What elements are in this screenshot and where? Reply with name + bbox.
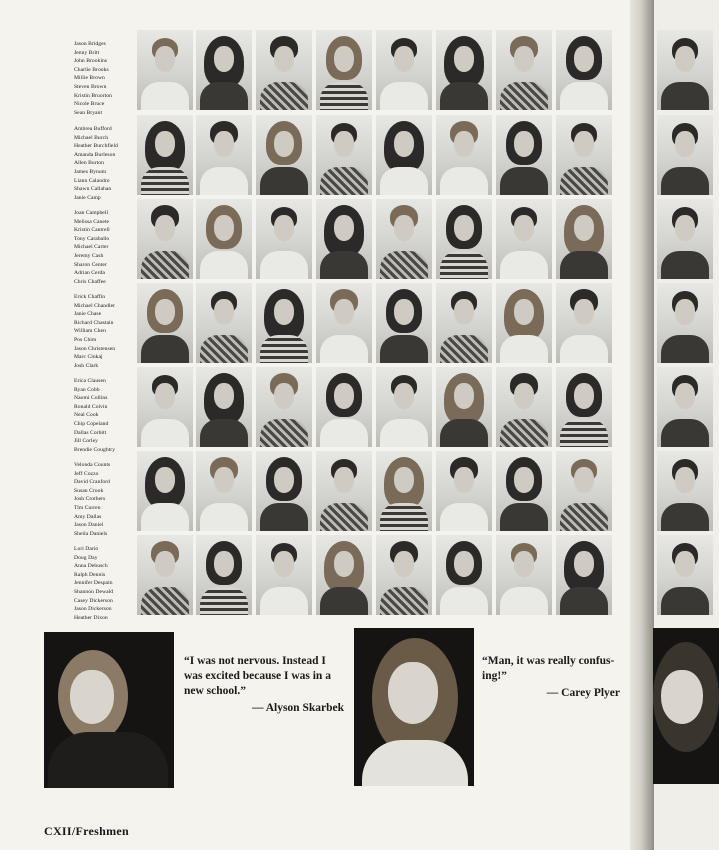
student-portrait	[137, 535, 193, 615]
student-name: Tony Caraballo	[74, 235, 110, 242]
student-name: Shawn Callahan	[74, 186, 112, 193]
student-portrait	[256, 535, 312, 615]
student-portrait	[436, 115, 492, 195]
student-name: Heather Dixon	[74, 614, 108, 621]
student-name: Kristin Bruorton	[74, 92, 112, 99]
student-name: Jason Dickerson	[74, 606, 112, 613]
student-name: Neal Cook	[74, 412, 99, 419]
student-name: Jill Corley	[74, 438, 99, 445]
quote-text: “I was not nervous. Instead I was excited because I was in a new school.”	[184, 655, 331, 697]
student-name: John Brookins	[74, 58, 108, 65]
name-list	[74, 461, 144, 538]
student-name: Naomi Collins	[74, 395, 108, 402]
student-name: Sheila Daniels	[74, 530, 108, 537]
student-name: Heather Burchfield	[74, 143, 118, 150]
student-portrait	[316, 451, 372, 531]
student-portrait	[137, 283, 193, 363]
student-portrait	[376, 199, 432, 279]
page-folio: CXII/Freshmen	[44, 824, 130, 838]
student-name: Erica Clausen	[74, 378, 106, 384]
student-name: Michael Chandler	[74, 302, 116, 309]
student-portrait	[436, 451, 492, 531]
student-portrait	[256, 115, 312, 195]
student-portrait	[196, 115, 252, 195]
student-name: Ryan Cobb	[74, 386, 100, 393]
book-gutter	[630, 0, 654, 850]
name-list	[74, 545, 144, 622]
facing-portrait	[657, 451, 713, 531]
student-portrait	[137, 367, 193, 447]
student-name: Joan Campbell	[74, 210, 109, 216]
student-name: Brendie Coughtry	[74, 446, 116, 453]
student-portrait	[316, 535, 372, 615]
student-name: Melissa Canete	[74, 218, 110, 225]
student-portrait	[256, 367, 312, 447]
student-name: Millie Brown	[74, 75, 105, 82]
student-portrait	[556, 535, 612, 615]
student-name: Michael Carter	[74, 244, 109, 251]
student-name: Amy Dallas	[74, 513, 102, 520]
student-portrait	[436, 199, 492, 279]
student-name: Josh Clark	[74, 362, 99, 369]
student-portrait	[376, 535, 432, 615]
name-list	[74, 377, 144, 454]
quote-alyson-skarbek	[184, 654, 344, 716]
student-portrait	[376, 30, 432, 110]
student-name: Josh Crothers	[74, 496, 106, 503]
student-portrait	[316, 367, 372, 447]
student-portrait	[496, 535, 552, 615]
student-name: Liann Calandro	[74, 177, 110, 184]
student-name: Dallas Corbitt	[74, 429, 107, 436]
student-name: Lori Dario	[74, 546, 99, 552]
student-portrait	[316, 199, 372, 279]
facing-quote-photo	[653, 628, 719, 784]
name-list	[74, 125, 144, 202]
student-name: Michael Burch	[74, 134, 109, 141]
facing-portrait	[657, 30, 713, 110]
student-portrait	[316, 30, 372, 110]
student-portrait	[376, 115, 432, 195]
name-list	[74, 40, 144, 117]
student-name: Jeremy Cash	[74, 252, 104, 259]
student-name: Adrian Cerda	[74, 270, 105, 277]
student-portrait	[196, 283, 252, 363]
student-name: Sean Bryant	[74, 109, 103, 116]
student-name: Shannon Dewald	[74, 588, 114, 595]
student-portrait	[436, 30, 492, 110]
student-name: Jenny Britt	[74, 49, 100, 56]
student-name: Casey Dickerson	[74, 597, 113, 604]
student-portrait	[256, 199, 312, 279]
quote-photo-alyson-skarbek	[44, 632, 174, 788]
student-portrait	[316, 283, 372, 363]
student-portrait	[496, 451, 552, 531]
quote-attribution: — Alyson Skarbek	[251, 702, 344, 714]
facing-portrait	[657, 535, 713, 615]
student-name: Amanda Burleson	[74, 151, 116, 158]
name-list	[74, 209, 144, 286]
student-portrait	[256, 283, 312, 363]
student-portrait	[556, 367, 612, 447]
student-name: Janie Chase	[74, 311, 102, 318]
student-name: David Cranford	[74, 479, 110, 486]
quote-photo-carey-plyer	[354, 628, 474, 786]
student-portrait	[376, 367, 432, 447]
student-portrait	[137, 30, 193, 110]
quote-attribution: — Carey Plyer	[546, 687, 620, 699]
quote-carey-plyer	[482, 654, 620, 701]
student-name: Jason Bridges	[74, 41, 106, 47]
student-portrait	[196, 30, 252, 110]
student-portrait	[436, 535, 492, 615]
facing-portrait	[657, 115, 713, 195]
student-name: Chris Chaffee	[74, 278, 106, 285]
student-portrait	[496, 115, 552, 195]
quote-text: “Man, it was really confus-ing!”	[482, 655, 615, 682]
student-name: Janie Camp	[74, 194, 101, 201]
student-portrait	[376, 283, 432, 363]
student-portrait	[556, 115, 612, 195]
student-name: Tim Curren	[74, 504, 101, 511]
student-name: James Bynum	[74, 168, 107, 175]
student-name: Jason Christensen	[74, 345, 116, 352]
student-portrait	[436, 283, 492, 363]
student-name: Allen Burton	[74, 160, 104, 167]
student-name: Charlie Brooks	[74, 66, 109, 73]
student-portrait	[556, 283, 612, 363]
student-portrait	[496, 30, 552, 110]
student-portrait	[496, 283, 552, 363]
facing-portrait	[657, 367, 713, 447]
student-name: Sharon Center	[74, 261, 107, 268]
student-name: Kristin Cantrell	[74, 227, 110, 234]
student-portrait	[496, 199, 552, 279]
facing-portrait	[657, 199, 713, 279]
student-name: Ambrea Bufford	[74, 126, 112, 132]
student-portrait	[436, 367, 492, 447]
student-portrait	[256, 451, 312, 531]
student-name: Ronald Colvin	[74, 403, 108, 410]
student-name: Ralph Dennis	[74, 571, 106, 578]
student-portrait	[137, 451, 193, 531]
student-name: Erick Chaffin	[74, 294, 106, 300]
student-name: Chip Copeland	[74, 420, 109, 427]
student-portrait	[196, 199, 252, 279]
student-portrait	[556, 199, 612, 279]
student-name: Susan Crook	[74, 487, 104, 494]
student-name: Jeff Cozzo	[74, 470, 99, 477]
student-portrait	[496, 367, 552, 447]
student-name: Pos Chim	[74, 336, 97, 343]
student-portrait	[196, 451, 252, 531]
student-name: Velonda Counts	[74, 462, 111, 468]
student-portrait	[137, 115, 193, 195]
student-portrait	[556, 451, 612, 531]
student-name: Anna Debusch	[74, 563, 108, 570]
student-name: Doug Day	[74, 554, 98, 561]
student-name: Jennifer Despain	[74, 580, 113, 587]
student-portrait	[196, 367, 252, 447]
student-portrait	[196, 535, 252, 615]
student-portrait	[316, 115, 372, 195]
student-portrait	[137, 199, 193, 279]
student-portrait	[256, 30, 312, 110]
student-name: Richard Chastain	[74, 319, 114, 326]
student-portrait	[376, 451, 432, 531]
facing-portrait	[657, 283, 713, 363]
student-name: Steven Brown	[74, 83, 107, 90]
student-portrait	[556, 30, 612, 110]
name-list	[74, 293, 144, 370]
student-name: Nicole Bruce	[74, 101, 105, 108]
student-name: William Chen	[74, 328, 106, 335]
student-name: Jason Daniel	[74, 522, 104, 529]
student-name: Marc Cinkaj	[74, 354, 103, 361]
